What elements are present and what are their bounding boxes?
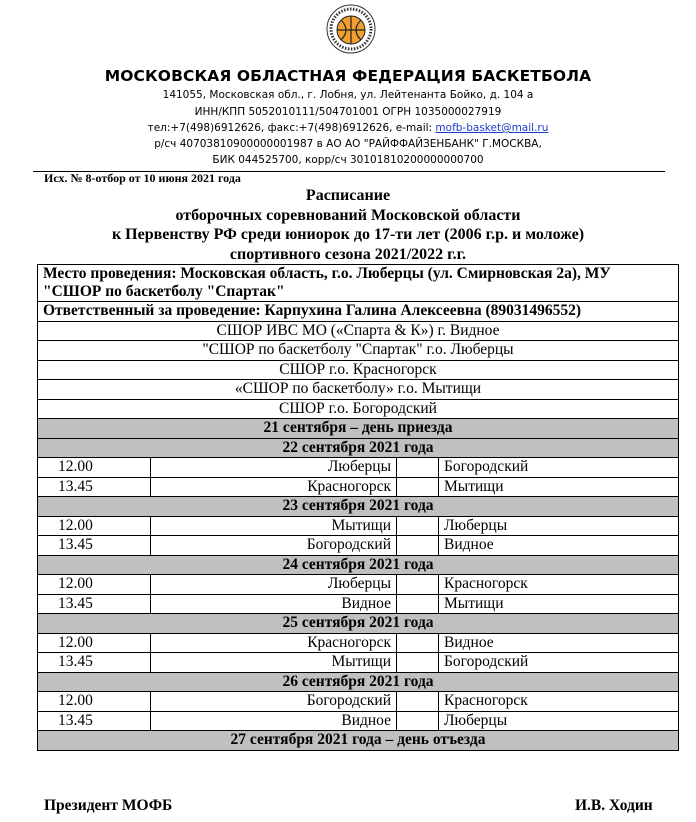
email-link[interactable]: mofb-basket@mail.ru bbox=[435, 122, 549, 134]
game-time: 13.45 bbox=[38, 594, 151, 614]
team-row bbox=[38, 321, 679, 341]
score-cell bbox=[397, 653, 439, 673]
signatory-name: И.В. Ходин bbox=[575, 797, 653, 814]
contacts-text: тел:+7(498)6912626, факс:+7(498)6912626, e-mail: bbox=[147, 122, 436, 134]
arrival-cell: 21 сентября – день приезда bbox=[38, 419, 679, 439]
day-date: 26 сентября 2021 года bbox=[38, 672, 679, 692]
away-team: Видное bbox=[439, 633, 679, 653]
away-team: Мытищи bbox=[439, 594, 679, 614]
day-date: 25 сентября 2021 года bbox=[38, 614, 679, 634]
away-team: Красногорск bbox=[439, 692, 679, 712]
reference-number: Исх. № 8-отбор от 10 июня 2021 года bbox=[44, 171, 241, 185]
contacts-line bbox=[0, 122, 696, 134]
arrival-row bbox=[38, 419, 679, 439]
game-time: 13.45 bbox=[38, 477, 151, 497]
title-line-2: отборочных соревнований Московской области bbox=[175, 206, 521, 224]
score-cell bbox=[397, 711, 439, 731]
away-team: Богородский bbox=[439, 653, 679, 673]
team-cell: "СШОР по баскетболу "Спартак" г.о. Люберцы bbox=[38, 341, 679, 361]
responsible-cell: Ответственный за проведение: Карпухина Галина Алексеевна (89031496552) bbox=[38, 302, 679, 322]
bank-line: р/сч 40703810900000001987 в АО АО "РАЙФФАЙЗЕНБАНК" Г.МОСКВА, bbox=[154, 138, 542, 150]
schedule-table bbox=[37, 264, 679, 751]
team-cell: СШОР ИВС МО («Спарта & К») г. Видное bbox=[38, 321, 679, 341]
day-header-row bbox=[38, 672, 679, 692]
game-row bbox=[38, 653, 679, 673]
address: 141055, Московская обл., г. Лобня, ул. Лейтенанта Бойко, д. 104 а bbox=[162, 89, 534, 101]
venue-row bbox=[38, 265, 679, 302]
game-row bbox=[38, 633, 679, 653]
game-row bbox=[38, 458, 679, 478]
signatory-position: Президент МОФБ bbox=[44, 797, 173, 814]
home-team: Красногорск bbox=[151, 477, 397, 497]
day-header-row bbox=[38, 438, 679, 458]
venue-line-1: Место проведения: Московская область, г.о. Люберцы (ул. Смирновская 2а), МУ bbox=[43, 265, 611, 282]
home-team: Видное bbox=[151, 594, 397, 614]
game-row bbox=[38, 692, 679, 712]
home-team: Люберцы bbox=[151, 575, 397, 595]
basketball-logo-icon bbox=[326, 4, 376, 54]
bik-line: БИК 044525700, корр/сч 30101810200000000700 bbox=[212, 154, 484, 166]
away-team: Мытищи bbox=[439, 477, 679, 497]
away-team: Люберцы bbox=[439, 516, 679, 536]
day-header-row bbox=[38, 614, 679, 634]
document-title bbox=[0, 186, 696, 264]
organization-name: МОСКОВСКАЯ ОБЛАСТНАЯ ФЕДЕРАЦИЯ БАСКЕТБОЛА bbox=[104, 67, 592, 85]
game-row bbox=[38, 536, 679, 556]
departure-cell: 27 сентября 2021 года – день отъезда bbox=[38, 731, 679, 751]
day-header-row bbox=[38, 497, 679, 517]
home-team: Мытищи bbox=[151, 516, 397, 536]
departure-row bbox=[38, 731, 679, 751]
day-date: 22 сентября 2021 года bbox=[38, 438, 679, 458]
team-cell: СШОР г.о. Богородский bbox=[38, 399, 679, 419]
score-cell bbox=[397, 594, 439, 614]
game-time: 12.00 bbox=[38, 516, 151, 536]
home-team: Люберцы bbox=[151, 458, 397, 478]
title-line-1: Расписание bbox=[305, 187, 391, 204]
team-row bbox=[38, 341, 679, 361]
game-row bbox=[38, 575, 679, 595]
away-team: Богородский bbox=[439, 458, 679, 478]
game-row bbox=[38, 711, 679, 731]
score-cell bbox=[397, 575, 439, 595]
home-team: Мытищи bbox=[151, 653, 397, 673]
game-time: 12.00 bbox=[38, 458, 151, 478]
game-time: 13.45 bbox=[38, 536, 151, 556]
team-cell: СШОР г.о. Красногорск bbox=[38, 360, 679, 380]
home-team: Богородский bbox=[151, 536, 397, 556]
day-date: 23 сентября 2021 года bbox=[38, 497, 679, 517]
inn-line: ИНН/КПП 5052010111/504701001 ОГРН 1035000027919 bbox=[194, 106, 502, 118]
score-cell bbox=[397, 692, 439, 712]
team-row bbox=[38, 399, 679, 419]
score-cell bbox=[397, 516, 439, 536]
team-cell: «СШОР по баскетболу» г.о. Мытищи bbox=[38, 380, 679, 400]
home-team: Видное bbox=[151, 711, 397, 731]
game-time: 12.00 bbox=[38, 575, 151, 595]
game-row bbox=[38, 477, 679, 497]
game-row bbox=[38, 594, 679, 614]
score-cell bbox=[397, 536, 439, 556]
day-date: 24 сентября 2021 года bbox=[38, 555, 679, 575]
away-team: Люберцы bbox=[439, 711, 679, 731]
game-time: 12.00 bbox=[38, 692, 151, 712]
score-cell bbox=[397, 477, 439, 497]
score-cell bbox=[397, 458, 439, 478]
responsible-row bbox=[38, 302, 679, 322]
venue-cell bbox=[38, 265, 679, 302]
venue-line-2: "СШОР по баскетболу "Спартак" bbox=[43, 283, 285, 300]
score-cell bbox=[397, 633, 439, 653]
title-line-4: спортивного сезона 2021/2022 г.г. bbox=[229, 245, 467, 263]
game-time: 12.00 bbox=[38, 633, 151, 653]
team-row bbox=[38, 380, 679, 400]
away-team: Красногорск bbox=[439, 575, 679, 595]
away-team: Видное bbox=[439, 536, 679, 556]
team-row bbox=[38, 360, 679, 380]
day-header-row bbox=[38, 555, 679, 575]
home-team: Богородский bbox=[151, 692, 397, 712]
game-time: 13.45 bbox=[38, 653, 151, 673]
game-time: 13.45 bbox=[38, 711, 151, 731]
home-team: Красногорск bbox=[151, 633, 397, 653]
game-row bbox=[38, 516, 679, 536]
title-line-3: к Первенству РФ среди юниорок до 17-ти лет (2006 г.р. и моложе) bbox=[111, 226, 585, 243]
